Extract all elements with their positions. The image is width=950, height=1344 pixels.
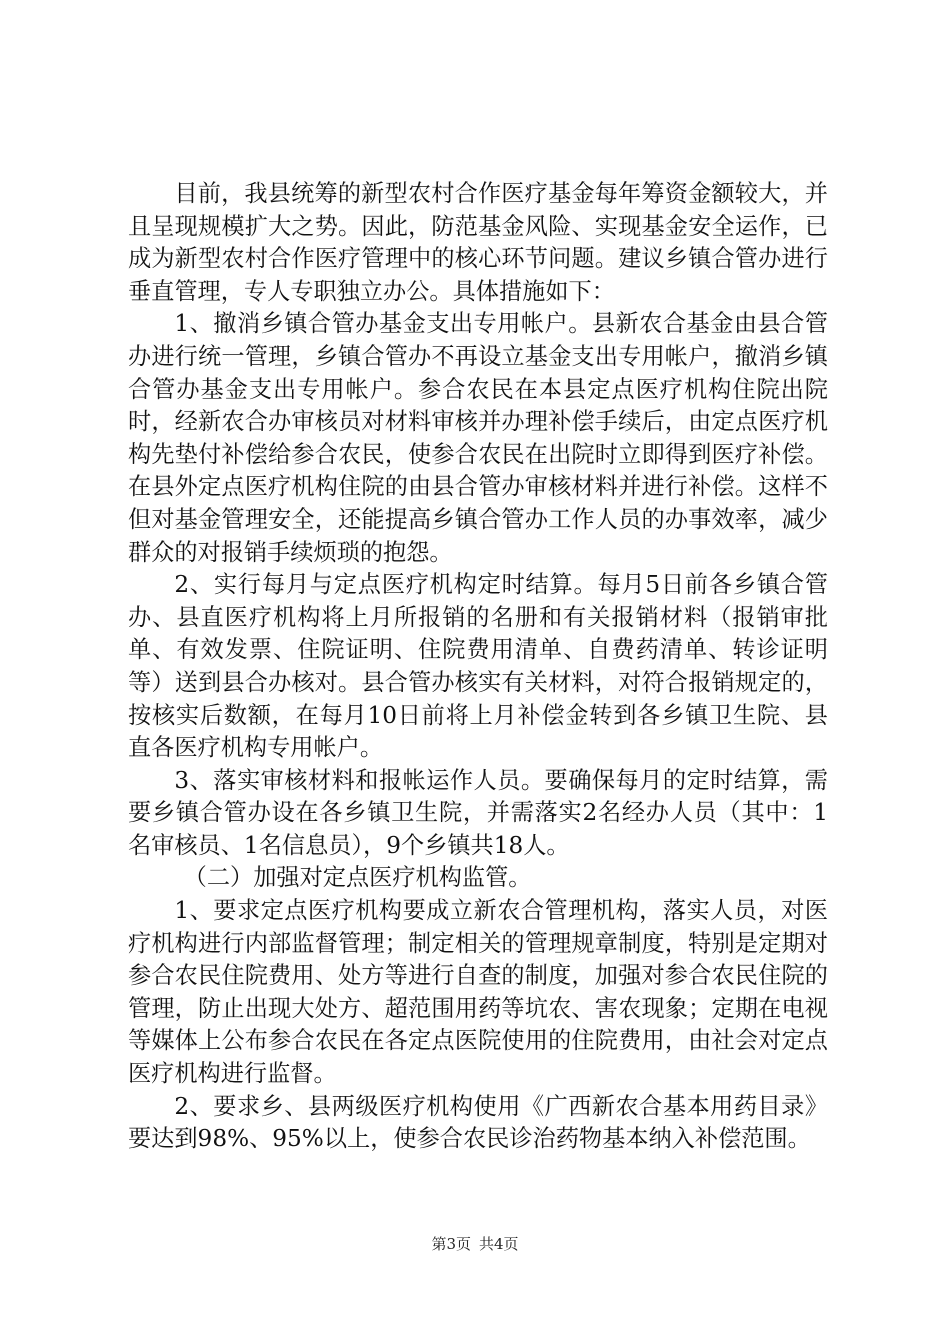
paragraph-item-2: 2、实行每月与定点医疗机构定时结算。每月5日前各乡镇合管办、县直医疗机构将上月所报销的名册和有关报销材料（报销审批单、有效发票、住院证明、住院费用清单、自费药清单、转诊证明等）送到县合办核对。县合管办核实有关材料，对符合报销规定的，按核实后数额，在每月10日前将上月补偿金转到各乡镇卫生院、县直各医疗机构专用帐户。 — [128, 571, 828, 762]
paragraph-intro: 目前，我县统筹的新型农村合作医疗基金每年筹资金额较大，并且呈现规模扩大之势。因此，防范基金风险、实现基金安全运作，已成为新型农村合作医疗管理中的核心环节问题。建议乡镇合管办进行垂直管理，专人专职独立办公。具体措施如下： — [128, 180, 828, 305]
page-total: 共4页 — [479, 1235, 519, 1253]
paragraph-item-1: 1、撤消乡镇合管办基金支出专用帐户。县新农合基金由县合管办进行统一管理，乡镇合管办不再设立基金支出专用帐户，撤消乡镇合管办基金支出专用帐户。参合农民在本县定点医疗机构住院出院时，经新农合办审核员对材料审核并办理补偿手续后，由定点医疗机构先垫付补偿给参合农民，使参合农民在出院时立即得到医疗补偿。在县外定点医疗机构住院的由县合管办审核材料并进行补偿。这样不但对基金管理安全，还能提高乡镇合管办工作人员的办事效率，减少群众的对报销手续烦琐的抱怨。 — [128, 310, 828, 566]
page-footer — [0, 1234, 950, 1254]
page-number: 第3页 — [431, 1235, 471, 1253]
paragraph-section-item-2: 2、要求乡、县两级医疗机构使用《广西新农合基本用药目录》要达到98%、95%以上，使参合农民诊治药物基本纳入补偿范围。 — [128, 1092, 828, 1153]
paragraph-section-item-1: 1、要求定点医疗机构要成立新农合管理机构，落实人员，对医疗机构进行内部监督管理；制定相关的管理规章制度，特别是定期对参合农民住院费用、处方等进行自查的制度，加强对参合农民住院的管理，防止出现大处方、超范围用药等坑农、害农现象；定期在电视等媒体上公布参合农民在各定点医院使用的住院费用，由社会对定点医疗机构进行监督。 — [128, 897, 828, 1088]
paragraph-item-3: 3、落实审核材料和报帐运作人员。要确保每月的定时结算，需要乡镇合管办设在各乡镇卫生院，并需落实2名经办人员（其中：1名审核员、1名信息员），9个乡镇共18人。 — [128, 766, 828, 859]
section-heading: （二）加强对定点医疗机构监管。 — [183, 864, 532, 892]
document-body — [128, 178, 828, 1156]
